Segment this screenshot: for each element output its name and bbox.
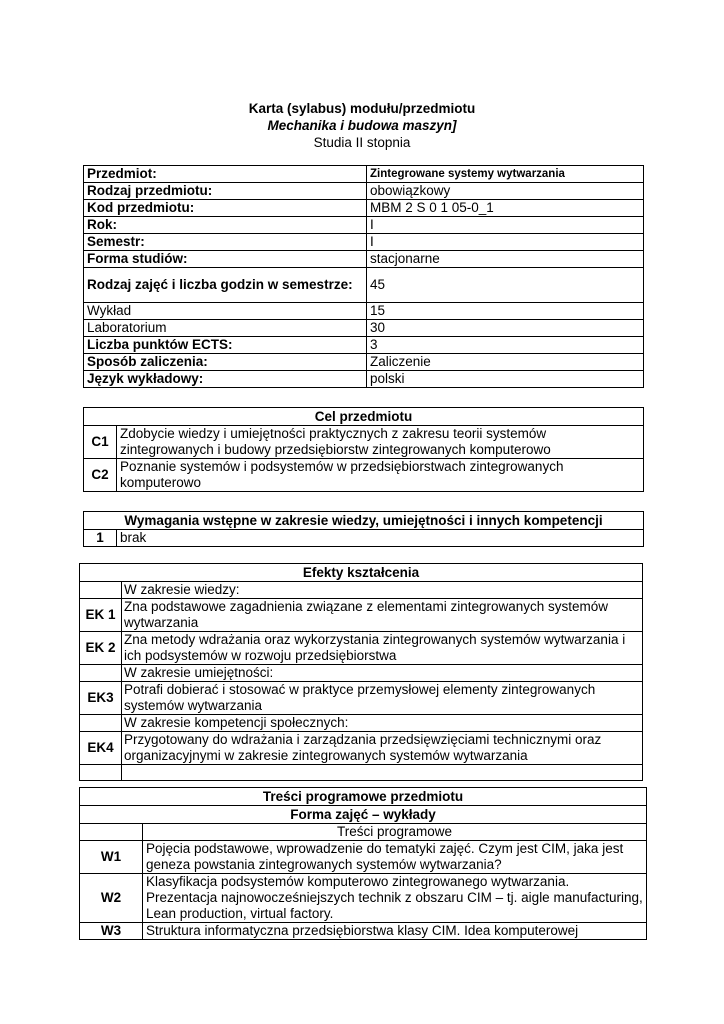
section-heading: Cel przedmiotu <box>84 408 644 426</box>
lecture-text: Struktura informatyczna przedsiębiorstwa klasy CIM. Idea komputerowej <box>143 923 647 940</box>
info-value: 3 <box>367 337 644 354</box>
goal-code: C1 <box>84 426 117 459</box>
section-heading: Wymagania wstępne w zakresie wiedzy, umiejętności i innych kompetencji <box>84 512 644 530</box>
info-label: Wykład <box>84 303 367 320</box>
table-row <box>84 512 644 530</box>
table-row <box>80 923 647 940</box>
outcome-text: Przygotowany do wdrażania i zarządzania przedsięwzięciami technicznymi oraz organizacyjnymi w zakresie zintegrowanych systemów wytwarzania <box>122 732 643 765</box>
info-label: Forma studiów: <box>84 251 367 268</box>
table-row <box>84 183 644 200</box>
info-label: Rodzaj zajęć i liczba godzin w semestrze: <box>84 268 367 303</box>
section-heading: Efekty kształcenia <box>80 564 643 582</box>
info-label: Semestr: <box>84 234 367 251</box>
info-value: Zintegrowane systemy wytwarzania <box>367 166 644 183</box>
class-form-heading: Forma zajęć – wykłady <box>80 806 647 824</box>
outcome-section-label: W zakresie kompetencji społecznych: <box>122 715 643 732</box>
table-row <box>80 732 643 765</box>
document-header <box>0 100 724 151</box>
table-row <box>84 408 644 426</box>
table-row <box>80 665 643 682</box>
info-value: stacjonarne <box>367 251 644 268</box>
table-row <box>80 715 643 732</box>
table-row <box>84 320 644 337</box>
table-row <box>84 426 644 459</box>
prerequisites-table <box>83 511 644 547</box>
info-value: MBM 2 S 0 1 05-0_1 <box>367 200 644 217</box>
course-content-table <box>79 787 647 940</box>
section-heading: Treści programowe przedmiotu <box>80 788 647 806</box>
table-row <box>80 582 643 599</box>
table-row <box>84 217 644 234</box>
learning-outcomes-table <box>79 563 643 781</box>
goal-text: Zdobycie wiedzy i umiejętności praktycznych z zakresu teorii systemów zintegrowanych i budowy przedsiębiorstw zintegrowanych komputerowo <box>117 426 644 459</box>
table-row <box>84 251 644 268</box>
goal-text: Poznanie systemów i podsystemów w przedsiębiorstwach zintegrowanych komputerowo <box>117 459 644 492</box>
info-value: polski <box>367 371 644 388</box>
info-label: Rok: <box>84 217 367 234</box>
lecture-text: Pojęcia podstawowe, wprowadzenie do tematyki zajęć. Czym jest CIM, jaka jest geneza powstania zintegrowanych systemów wytwarzania? <box>143 841 647 874</box>
table-row <box>84 459 644 492</box>
course-goals-table <box>83 407 644 492</box>
info-label: Liczba punktów ECTS: <box>84 337 367 354</box>
outcome-text: Zna metody wdrażania oraz wykorzystania zintegrowanych systemów wytwarzania i ich podsystemów w rozwoju przedsiębiorstwa <box>122 632 643 665</box>
table-row <box>80 632 643 665</box>
document-title: Karta (sylabus) modułu/przedmiotu <box>248 101 476 116</box>
table-row <box>84 303 644 320</box>
info-label: Język wykładowy: <box>84 371 367 388</box>
prerequisite-code: 1 <box>84 530 117 547</box>
prerequisite-text: brak <box>117 530 644 547</box>
table-row <box>80 682 643 715</box>
info-value: 15 <box>367 303 644 320</box>
table-row <box>80 788 647 806</box>
info-label: Kod przedmiotu: <box>84 200 367 217</box>
course-info-table <box>83 165 644 388</box>
outcome-text: Potrafi dobierać i stosować w praktyce przemysłowej elementy zintegrowanych systemów wytwarzania <box>122 682 643 715</box>
lecture-code: W1 <box>80 841 143 874</box>
info-label: Sposób zaliczenia: <box>84 354 367 371</box>
info-value: I <box>367 217 644 234</box>
info-label: Przedmiot: <box>84 166 367 183</box>
table-row <box>84 530 644 547</box>
table-row <box>80 599 643 632</box>
outcome-code: EK 2 <box>80 632 122 665</box>
table-row <box>84 337 644 354</box>
info-value: 45 <box>367 268 644 303</box>
outcome-code: EK 1 <box>80 599 122 632</box>
study-level: Studia II stopnia <box>313 135 411 150</box>
table-row <box>84 268 644 303</box>
table-row <box>84 234 644 251</box>
outcome-code: EK4 <box>80 732 122 765</box>
table-row <box>80 841 647 874</box>
outcome-text: Zna podstawowe zagadnienia związane z elementami zintegrowanych systemów wytwarzania <box>122 599 643 632</box>
info-label: Laboratorium <box>84 320 367 337</box>
outcome-section-label: W zakresie umiejętności: <box>122 665 643 682</box>
goal-code: C2 <box>84 459 117 492</box>
info-value: 30 <box>367 320 644 337</box>
table-row <box>80 564 643 582</box>
table-row <box>80 806 647 824</box>
lecture-code: W3 <box>80 923 143 940</box>
table-row <box>84 371 644 388</box>
table-row <box>84 354 644 371</box>
table-row <box>80 824 647 841</box>
info-label: Rodzaj przedmiotu: <box>84 183 367 200</box>
program-name: Mechanika i budowa maszyn] <box>267 118 457 133</box>
column-header: Treści programowe <box>143 824 647 841</box>
table-row <box>84 200 644 217</box>
info-value: obowiązkowy <box>367 183 644 200</box>
table-row <box>80 874 647 923</box>
outcome-section-label: W zakresie wiedzy: <box>122 582 643 599</box>
info-value: Zaliczenie <box>367 354 644 371</box>
table-row <box>84 166 644 183</box>
lecture-text: Klasyfikacja podsystemów komputerowo zintegrowanego wytwarzania. Prezentacja najnowocześniejszych technik z obszaru CIM – tj. aigle manufacturing, Lean production, virtual factory. <box>143 874 647 923</box>
lecture-code: W2 <box>80 874 143 923</box>
table-row <box>80 765 643 781</box>
outcome-code: EK3 <box>80 682 122 715</box>
info-value: I <box>367 234 644 251</box>
